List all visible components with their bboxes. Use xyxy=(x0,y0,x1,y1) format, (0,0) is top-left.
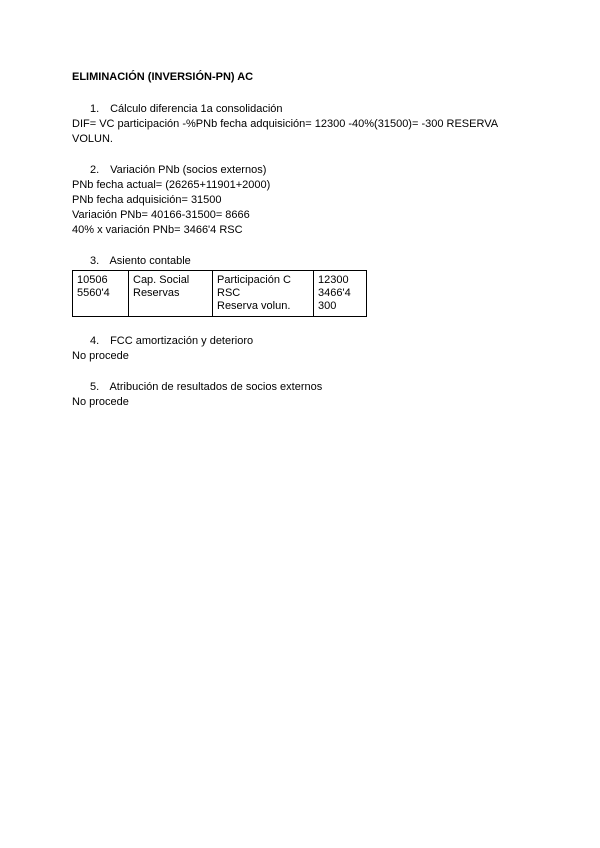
debit-amount: 5560'4 xyxy=(77,287,110,299)
section-3-heading xyxy=(72,254,532,269)
debit-amounts-cell xyxy=(73,271,129,317)
section-number: 2. xyxy=(90,164,100,176)
journal-entry-table xyxy=(72,270,367,317)
debit-account: Cap. Social xyxy=(133,274,190,286)
section-4-heading-text: FCC amortización y deterioro xyxy=(110,335,254,347)
section-number: 3. xyxy=(90,255,100,267)
section-5-heading-text: Atribución de resultados de socios externos xyxy=(109,381,323,393)
section-4 xyxy=(72,334,532,364)
no-procede-line: No procede xyxy=(72,350,129,362)
rsc-line: 40% x variación PNb= 3466'4 RSC xyxy=(72,224,243,236)
no-procede-line: No procede xyxy=(72,396,129,408)
section-number: 1. xyxy=(90,103,100,115)
table-row xyxy=(73,271,367,317)
section-1-heading xyxy=(72,102,532,117)
credit-amounts-cell xyxy=(314,271,367,317)
document-page xyxy=(72,70,532,426)
credit-account: Reserva volun. xyxy=(217,300,291,312)
credit-amount: 12300 xyxy=(318,274,349,286)
credit-account: RSC xyxy=(217,287,241,299)
section-2-heading-text: Variación PNb (socios externos) xyxy=(110,164,267,176)
dif-calculation-line: DIF= VC participación -%PNb fecha adquisición= 12300 -40%(31500)= -300 RESERVA VOLUN. xyxy=(72,118,498,145)
credit-account: Participación C xyxy=(217,274,291,286)
debit-amount: 10506 xyxy=(77,274,108,286)
credit-amount: 300 xyxy=(318,300,337,312)
section-2-heading xyxy=(72,163,532,178)
section-5 xyxy=(72,380,532,410)
section-number: 5. xyxy=(90,381,100,393)
section-2 xyxy=(72,163,532,238)
credit-accounts-cell xyxy=(213,271,314,317)
debit-accounts-cell xyxy=(129,271,213,317)
document-title: ELIMINACIÓN (INVERSIÓN-PN) AC xyxy=(72,71,254,83)
section-3-heading-text: Asiento contable xyxy=(109,255,191,267)
section-4-heading xyxy=(72,334,532,349)
pnb-actual-line: PNb fecha actual= (26265+11901+2000) xyxy=(72,179,271,191)
variacion-pnb-line: Variación PNb= 40166-31500= 8666 xyxy=(72,209,250,221)
section-3 xyxy=(72,254,532,317)
section-number: 4. xyxy=(90,335,100,347)
credit-amount: 3466'4 xyxy=(318,287,351,299)
section-5-heading xyxy=(72,380,532,395)
section-1 xyxy=(72,102,532,147)
pnb-adquisicion-line: PNb fecha adquisición= 31500 xyxy=(72,194,222,206)
debit-account: Reservas xyxy=(133,287,180,299)
section-1-heading-text: Cálculo diferencia 1a consolidación xyxy=(110,103,283,115)
